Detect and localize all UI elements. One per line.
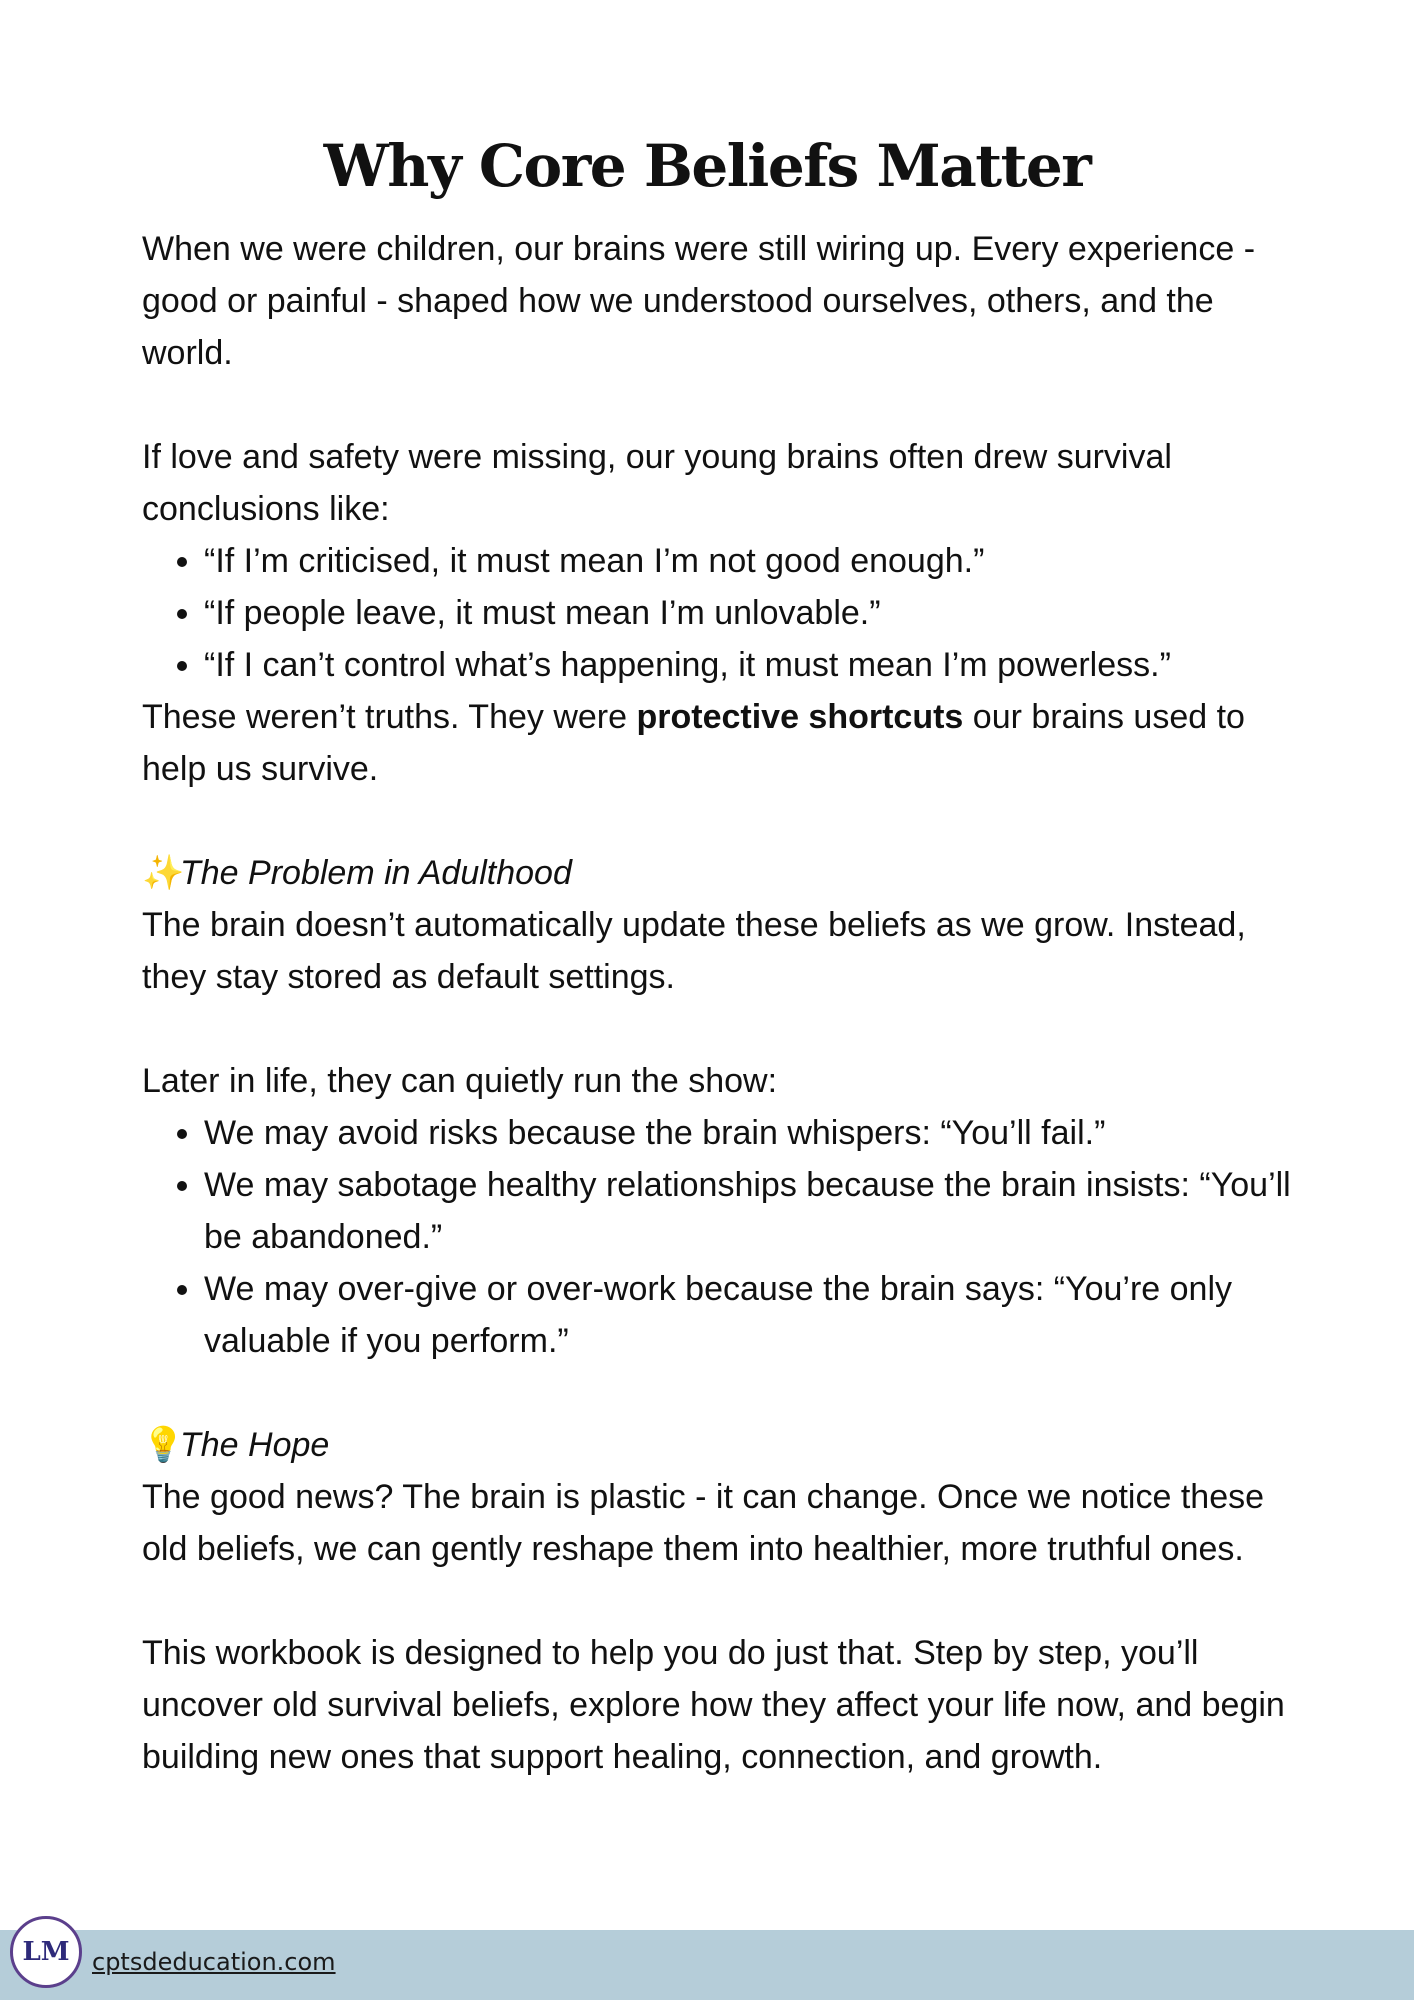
spacer <box>142 1003 1292 1055</box>
survival-conclusions-list <box>142 535 1292 691</box>
list-item: • “If I can’t control what’s happening, it must mean I’m powerless.” <box>204 639 1292 691</box>
intro-paragraph-3 <box>142 691 1292 795</box>
problem-heading <box>142 847 1292 899</box>
page-title: Why Core Beliefs Matter <box>323 132 1091 200</box>
problem-heading-text: The Problem in Adulthood <box>180 854 572 892</box>
spacer <box>142 795 1292 847</box>
sparkles-icon: ✨ <box>142 854 185 892</box>
footer-bar <box>0 1930 1414 2000</box>
text-run: These weren’t truths. They were <box>142 698 637 736</box>
website-link[interactable]: cptsdeducation.com <box>92 1948 336 1976</box>
adulthood-effects-list <box>142 1107 1292 1367</box>
logo: LM <box>10 1916 82 1988</box>
hope-paragraph-2: This workbook is designed to help you do just that. Step by step, you’ll uncover old survival beliefs, explore how they affect your life now, and begin building new ones that support healing, connection, and growth. <box>142 1634 1285 1776</box>
hope-heading-text: The Hope <box>180 1426 330 1464</box>
problem-paragraph-1: The brain doesn’t automatically update these beliefs as we grow. Instead, they stay stored as default settings. <box>142 906 1246 996</box>
hope-heading <box>142 1419 1292 1471</box>
light-bulb-icon: 💡 <box>142 1426 185 1464</box>
list-item: • “If I’m criticised, it must mean I’m not good enough.” <box>204 535 1292 587</box>
spacer <box>142 1367 1292 1419</box>
bold-phrase: protective shortcuts <box>636 698 964 736</box>
problem-paragraph-2: Later in life, they can quietly run the show: <box>142 1062 778 1100</box>
spacer <box>142 379 1292 431</box>
page-content <box>142 223 1292 1783</box>
list-item: • “If people leave, it must mean I’m unlovable.” <box>204 587 1292 639</box>
list-item: • We may sabotage healthy relationships because the brain insists: “You’ll be abandoned.” <box>204 1159 1292 1263</box>
list-item: • We may over-give or over-work because the brain says: “You’re only valuable if you perform.” <box>204 1263 1292 1367</box>
intro-paragraph-2: If love and safety were missing, our young brains often drew survival conclusions like: <box>142 438 1172 528</box>
intro-paragraph-1: When we were children, our brains were still wiring up. Every experience - good or painful - shaped how we understood ourselves, others, and the world. <box>142 230 1256 372</box>
spacer <box>142 1575 1292 1627</box>
text-run: our brains used to help us survive. <box>142 698 1245 788</box>
hope-paragraph-1: The good news? The brain is plastic - it can change. Once we notice these old beliefs, we can gently reshape them into healthier, more truthful ones. <box>142 1478 1265 1568</box>
list-item: • We may avoid risks because the brain whispers: “You’ll fail.” <box>204 1107 1292 1159</box>
